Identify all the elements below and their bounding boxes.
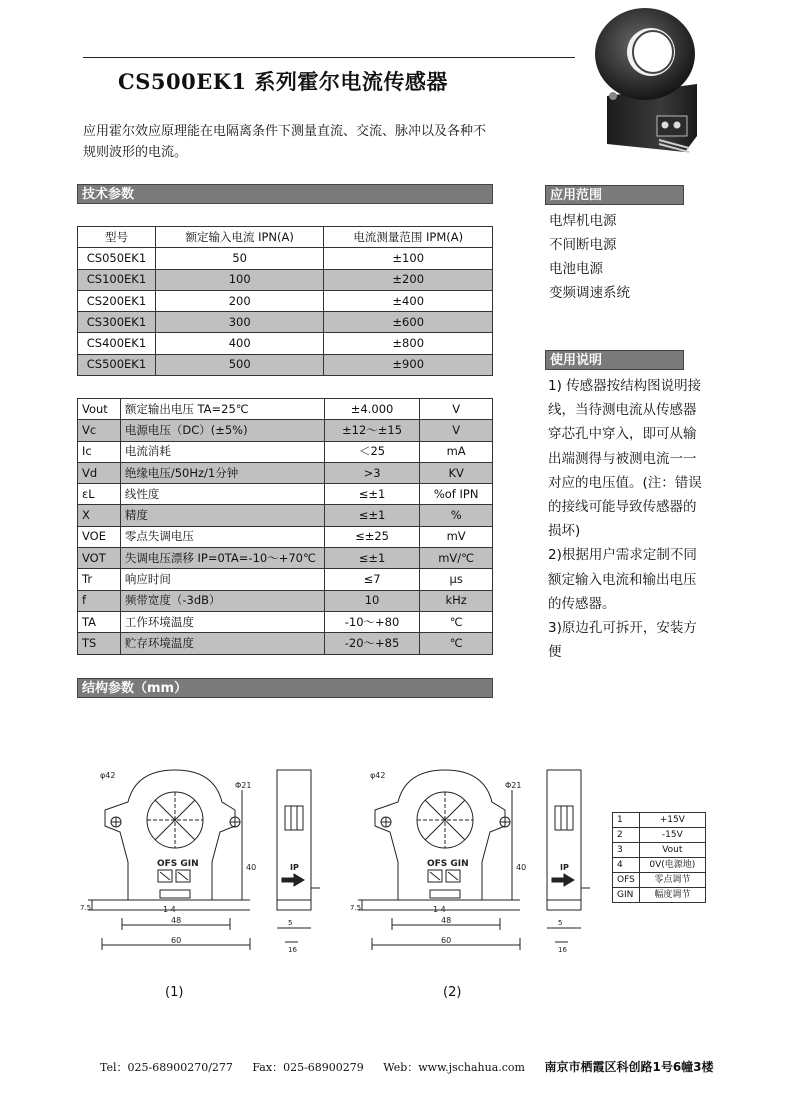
rated-cell: 400 xyxy=(155,333,324,354)
param-symbol: TS xyxy=(78,633,121,654)
model-cell: CS200EK1 xyxy=(78,290,156,311)
rated-cell: 500 xyxy=(155,354,324,375)
figure-label-2: (2) xyxy=(443,985,462,1000)
param-name: 工作环境温度 xyxy=(120,611,324,632)
dim-16: 16 xyxy=(558,946,567,954)
table-row xyxy=(78,333,493,354)
param-symbol: Vc xyxy=(78,420,121,441)
pin-id: 3 xyxy=(613,843,640,858)
pin-function: Vout xyxy=(639,843,705,858)
param-unit: mA xyxy=(420,441,493,462)
range-cell: ±900 xyxy=(324,354,493,375)
table-row xyxy=(78,633,493,654)
range-cell: ±800 xyxy=(324,333,493,354)
dim-60: 60 xyxy=(171,936,182,945)
param-unit: mV/℃ xyxy=(420,548,493,569)
list-item: 变频调速系统 xyxy=(549,285,630,301)
pin-table xyxy=(612,812,706,903)
table-row xyxy=(78,548,493,569)
rated-cell: 200 xyxy=(155,290,324,311)
param-symbol: Vout xyxy=(78,399,121,420)
range-cell: ±600 xyxy=(324,312,493,333)
param-value: -10～+80 xyxy=(324,611,420,632)
param-value: -20～+85 xyxy=(324,633,420,654)
drawing-2 xyxy=(350,760,610,960)
ip-label: IP xyxy=(560,863,569,872)
param-symbol: VOE xyxy=(78,526,121,547)
dim-48: 48 xyxy=(171,916,182,925)
rated-cell: 100 xyxy=(155,269,324,290)
list-item: 不间断电源 xyxy=(549,237,617,253)
table-row xyxy=(78,526,493,547)
table-row xyxy=(78,290,493,311)
page-title: CS500EK1 系列霍尔电流传感器 xyxy=(118,69,448,94)
table-row xyxy=(78,462,493,483)
ip-label: IP xyxy=(290,863,299,872)
param-name: 电流消耗 xyxy=(120,441,324,462)
table-row xyxy=(613,888,706,903)
model-cell: CS400EK1 xyxy=(78,333,156,354)
pin-function: 0V(电源地) xyxy=(639,858,705,873)
param-value: ≤±1 xyxy=(324,548,420,569)
param-symbol: εL xyxy=(78,484,121,505)
param-value: ±4.000 xyxy=(324,399,420,420)
table-row xyxy=(78,569,493,590)
section-structure: 结构参数（mm） xyxy=(77,678,493,698)
param-name: 绝缘电压/50Hz/1分钟 xyxy=(120,462,324,483)
param-unit: ℃ xyxy=(420,633,493,654)
header-range: 电流测量范围 IPM(A) xyxy=(324,227,493,248)
list-item: 电池电源 xyxy=(549,261,603,277)
header-model: 型号 xyxy=(78,227,156,248)
param-value: ≤7 xyxy=(324,569,420,590)
param-unit: kHz xyxy=(420,590,493,611)
footer-fax: Fax：025-68900279 xyxy=(252,1061,364,1074)
table-row xyxy=(613,858,706,873)
dim-outer: φ42 xyxy=(370,771,386,780)
table-row xyxy=(613,873,706,888)
param-symbol: TA xyxy=(78,611,121,632)
range-cell: ±200 xyxy=(324,269,493,290)
dim-48: 48 xyxy=(441,916,452,925)
param-value: >3 xyxy=(324,462,420,483)
pin-function: +15V xyxy=(639,813,705,828)
table-header-row xyxy=(78,227,493,248)
param-unit: % xyxy=(420,505,493,526)
param-symbol: Ic xyxy=(78,441,121,462)
list-item: 电焊机电源 xyxy=(549,213,617,229)
pin-function: 幅度调节 xyxy=(639,888,705,903)
param-name: 零点失调电压 xyxy=(120,526,324,547)
table-row xyxy=(78,312,493,333)
range-cell: ±400 xyxy=(324,290,493,311)
dim-60: 60 xyxy=(441,936,452,945)
side-view xyxy=(547,770,581,910)
table-row xyxy=(613,843,706,858)
param-unit: V xyxy=(420,399,493,420)
range-cell: ±100 xyxy=(324,248,493,269)
param-unit: mV xyxy=(420,526,493,547)
table-row xyxy=(78,399,493,420)
pin-function: 零点调节 xyxy=(639,873,705,888)
pin-id: 4 xyxy=(613,858,640,873)
model-cell: CS300EK1 xyxy=(78,312,156,333)
ofs-gin-label: OFS GIN xyxy=(157,859,199,869)
model-cell: CS100EK1 xyxy=(78,269,156,290)
pin-label: 1 4 xyxy=(433,905,446,914)
table-row xyxy=(78,420,493,441)
table-row xyxy=(613,813,706,828)
model-cell: CS050EK1 xyxy=(78,248,156,269)
pin-id: 1 xyxy=(613,813,640,828)
header-rated-current: 额定输入电流 IPN(A) xyxy=(155,227,324,248)
dim-16: 16 xyxy=(288,946,297,954)
section-application: 应用范围 xyxy=(545,185,684,205)
param-value: ≤±1 xyxy=(324,484,420,505)
pin-id: GIN xyxy=(613,888,640,903)
param-unit: ℃ xyxy=(420,611,493,632)
param-unit: KV xyxy=(420,462,493,483)
param-value: ≤±1 xyxy=(324,505,420,526)
sensor-outline xyxy=(375,770,505,900)
footer-tel: Tel：025-68900270/277 xyxy=(100,1061,233,1074)
product-photo xyxy=(585,4,710,156)
param-symbol: X xyxy=(78,505,121,526)
table-row xyxy=(78,248,493,269)
dim-40: 40 xyxy=(246,863,257,872)
pin-id: OFS xyxy=(613,873,640,888)
section-tech-params: 技术参数 xyxy=(77,184,493,204)
param-name: 贮存环境温度 xyxy=(120,633,324,654)
rated-cell: 300 xyxy=(155,312,324,333)
dim-7-5: 7.5 xyxy=(80,904,92,912)
figure-label-1: (1) xyxy=(165,985,184,1000)
param-unit: V xyxy=(420,420,493,441)
param-name: 精度 xyxy=(120,505,324,526)
dim-7-5: 7.5 xyxy=(350,904,362,912)
param-name: 失调电压漂移 IP=0TA=-10～+70℃ xyxy=(120,548,324,569)
title-rule xyxy=(83,57,575,58)
footer xyxy=(100,1058,730,1075)
param-name: 额定输出电压 TA=25℃ xyxy=(120,399,324,420)
table-row xyxy=(613,828,706,843)
table-row xyxy=(78,354,493,375)
param-name: 电源电压（DC）(±5%) xyxy=(120,420,324,441)
model-table xyxy=(77,226,493,376)
param-value: ±12～±15 xyxy=(324,420,420,441)
pin-id: 2 xyxy=(613,828,640,843)
param-name: 频带宽度（-3dB） xyxy=(120,590,324,611)
table-row xyxy=(78,484,493,505)
ofs-gin-label: OFS GIN xyxy=(427,859,469,869)
usage-note-2: 2)根据用户需求定制不同额定输入电流和输出电压的传感器。 xyxy=(548,547,697,612)
param-value: 10 xyxy=(324,590,420,611)
usage-notes xyxy=(548,374,708,664)
usage-note-3: 3)原边孔可拆开，安装方便 xyxy=(548,620,697,661)
footer-address: 南京市栖霞区科创路1号6幢3楼 xyxy=(544,1060,714,1074)
dim-inner: Φ21 xyxy=(505,781,522,790)
param-symbol: f xyxy=(78,590,121,611)
param-symbol: Tr xyxy=(78,569,121,590)
table-row xyxy=(78,505,493,526)
table-row xyxy=(78,269,493,290)
intro-text: 应用霍尔效应原理能在电隔离条件下测量直流、交流、脉冲以及各种不规则波形的电流。 xyxy=(83,124,487,160)
param-symbol: Vd xyxy=(78,462,121,483)
footer-web: Web：www.jschahua.com xyxy=(383,1061,525,1074)
dim-5: 5 xyxy=(288,919,293,927)
usage-note-1: 1) 传感器按结构图说明接线，当待测电流从传感器穿芯孔中穿入，即可从输出端测得与被测电流一一对应的电压值。(注：错误的接线可能导致传感器的损坏) xyxy=(548,378,702,540)
param-unit: μs xyxy=(420,569,493,590)
param-name: 线性度 xyxy=(120,484,324,505)
dim-inner: Φ21 xyxy=(235,781,252,790)
param-name: 响应时间 xyxy=(120,569,324,590)
pin-function: -15V xyxy=(639,828,705,843)
sensor-outline xyxy=(105,770,235,900)
table-row xyxy=(78,611,493,632)
table-row xyxy=(78,441,493,462)
dim-40: 40 xyxy=(516,863,527,872)
param-value: ＜25 xyxy=(324,441,420,462)
param-unit: %of IPN xyxy=(420,484,493,505)
application-list xyxy=(549,209,630,305)
section-usage: 使用说明 xyxy=(545,350,684,370)
pin-label: 1 4 xyxy=(163,905,176,914)
drawing-1 xyxy=(80,760,325,960)
table-row xyxy=(78,590,493,611)
param-table xyxy=(77,398,493,655)
param-value: ≤±25 xyxy=(324,526,420,547)
dim-5: 5 xyxy=(558,919,563,927)
dim-outer: φ42 xyxy=(100,771,116,780)
side-view xyxy=(277,770,311,910)
model-cell: CS500EK1 xyxy=(78,354,156,375)
param-symbol: VOT xyxy=(78,548,121,569)
rated-cell: 50 xyxy=(155,248,324,269)
